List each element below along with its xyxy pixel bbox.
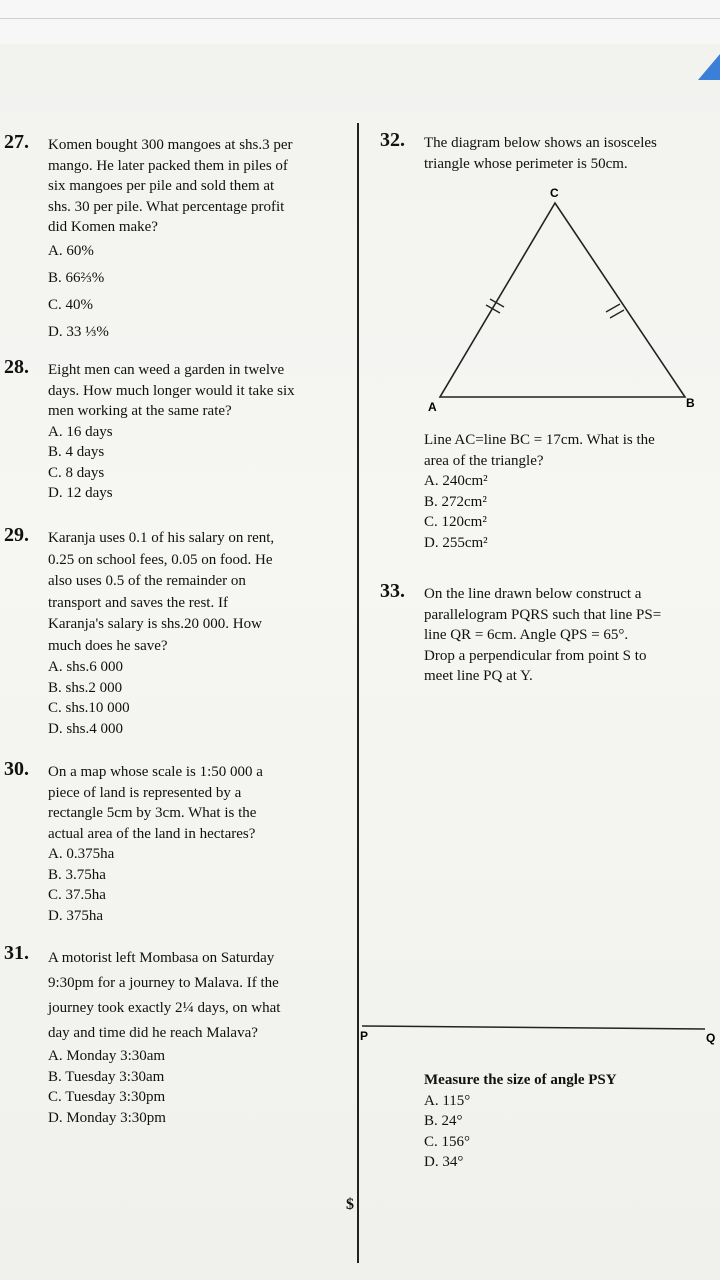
question-32-follow <box>424 430 714 553</box>
question-stem: The diagram below shows an isosceles triangle whose perimeter is 50cm. <box>424 135 657 172</box>
option-d: D. 33 ⅓% <box>48 323 109 340</box>
option-a: A. 115° <box>424 1092 471 1109</box>
option-b: B. Tuesday 3:30am <box>48 1068 165 1085</box>
option-c: C. 37.5ha <box>48 887 106 903</box>
question-27 <box>4 131 348 346</box>
question-stem: On a map whose scale is 1:50 000 a piece of land is represented by a rectangle 5cm by 3cm. What is the actual area of the land in hectares? <box>48 764 263 842</box>
option-a: A. 240cm² <box>424 473 488 489</box>
question-stem: Karanja uses 0.1 of his salary on rent, 0.25 on school fees, 0.05 on food. He also uses 0.5 of the remainder on transport and saves the rest. If Karanja's salary is shs.20 000. How much does he save? <box>48 530 275 654</box>
option-d: D. shs.4 000 <box>48 720 124 737</box>
option-c: C. shs.10 000 <box>48 700 130 716</box>
line-pq-figure <box>360 1010 720 1050</box>
option-c: C. 8 days <box>48 464 105 481</box>
footer-mark: $ <box>346 1196 354 1213</box>
point-label-p: P <box>360 1029 369 1043</box>
question-follow-text: Line AC=line BC = 17cm. What is the area of the triangle? <box>424 432 655 469</box>
question-31 <box>4 942 348 1128</box>
question-32 <box>380 129 714 174</box>
triangle-shape <box>440 203 685 397</box>
column-divider <box>357 123 359 1263</box>
question-stem: A motorist left Mombasa on Saturday 9:30pm for a journey to Malava. If the journey took exactly 2¼ days, on what day and time did he reach Malava? <box>48 950 281 1041</box>
question-number: 31. <box>4 942 29 964</box>
tick-mark-bc <box>606 304 624 318</box>
tick-mark-ac <box>486 299 504 313</box>
vertex-label-b: B <box>686 396 695 410</box>
line-pq <box>362 1026 705 1029</box>
option-a: A. 16 days <box>48 423 113 440</box>
option-d: D. 375ha <box>48 907 103 924</box>
question-number: 29. <box>4 524 29 546</box>
option-c: C. 120cm² <box>424 514 487 530</box>
option-b: B. 272cm² <box>424 493 487 510</box>
option-c: C. 40% <box>48 296 93 313</box>
question-29 <box>4 524 348 739</box>
top-divider-line <box>0 18 720 19</box>
isosceles-triangle-figure <box>420 185 710 420</box>
option-a: A. 0.375ha <box>48 846 115 862</box>
question-28 <box>4 356 348 504</box>
option-c: C. Tuesday 3:30pm <box>48 1089 166 1105</box>
question-stem: On the line drawn below construct a parallelogram PQRS such that line PS= line QR = 6cm. Angle QPS = 65°. Drop a perpendicular from point S to meet line PQ at Y. <box>424 586 662 684</box>
option-a: A. shs.6 000 <box>48 659 124 675</box>
vertex-label-a: A <box>428 400 437 414</box>
option-c: C. 156° <box>424 1133 471 1150</box>
corner-marker-icon <box>698 54 720 80</box>
option-a: A. 60% <box>48 242 94 259</box>
option-a: A. Monday 3:30am <box>48 1048 166 1064</box>
question-33 <box>380 580 714 687</box>
option-d: D. Monday 3:30pm <box>48 1109 166 1126</box>
option-b: B. shs.2 000 <box>48 679 123 696</box>
question-number: 30. <box>4 758 29 780</box>
question-30 <box>4 758 348 926</box>
option-b: B. 4 days <box>48 444 105 460</box>
question-number: 33. <box>380 580 405 602</box>
option-b: B. 3.75ha <box>48 866 106 883</box>
question-follow-text: Measure the size of angle PSY <box>424 1072 617 1088</box>
vertex-label-c: C <box>550 186 559 200</box>
question-stem: Komen bought 300 mangoes at shs.3 per mango. He later packed them in piles of six mangoes per pile and sold them at shs. 30 per pile. What percentage profit did Komen make? <box>48 137 293 235</box>
question-number: 27. <box>4 131 29 153</box>
option-d: D. 34° <box>424 1154 464 1170</box>
question-33-follow <box>424 1070 714 1173</box>
point-label-q: Q <box>706 1031 716 1045</box>
question-number: 32. <box>380 129 405 151</box>
question-number: 28. <box>4 356 29 378</box>
browser-top-bar <box>0 0 720 45</box>
option-b: B. 24° <box>424 1113 463 1129</box>
option-b: B. 66⅔% <box>48 269 105 286</box>
option-d: D. 12 days <box>48 485 113 501</box>
question-stem: Eight men can weed a garden in twelve days. How much longer would it take six men working at the same rate? <box>48 362 295 419</box>
option-d: D. 255cm² <box>424 534 488 551</box>
